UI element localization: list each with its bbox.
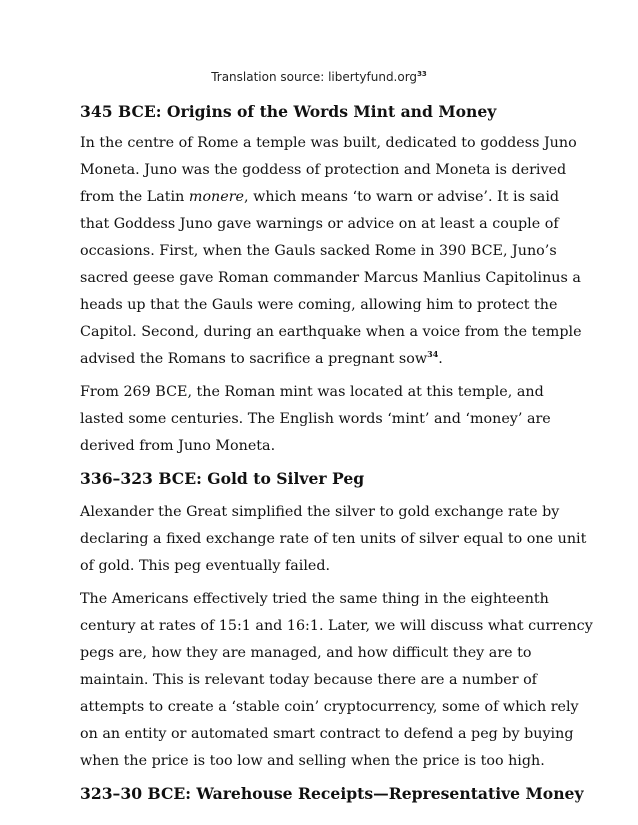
text-line: advised the Romans to sacrifice a pregnant sow bbox=[80, 351, 428, 367]
section-heading-gold-silver-peg: 336–323 BCE: Gold to Silver Peg bbox=[80, 469, 365, 488]
text-line: pegs are, how they are managed, and how difficult they are to bbox=[80, 645, 532, 661]
translation-source bbox=[0, 70, 638, 84]
text-line: lasted some centuries. The English words ‘mint’ and ‘money’ are bbox=[80, 411, 551, 427]
text-line: Alexander the Great simplified the silver to gold exchange rate by bbox=[80, 504, 560, 520]
text-line: Moneta. Juno was the goddess of protection and Moneta is derived bbox=[80, 162, 567, 178]
text-line: maintain. This is relevant today because there are a number of bbox=[80, 672, 537, 688]
paragraph-alexander-peg bbox=[80, 499, 587, 580]
latin-word-monere: monere bbox=[188, 189, 245, 205]
text-line-pre: from the Latin bbox=[80, 189, 189, 205]
text-line: of gold. This peg eventually failed. bbox=[80, 558, 331, 574]
footnote-ref-33: 33 bbox=[417, 70, 427, 78]
text-line: century at rates of 15:1 and 16:1. Later, we will discuss what currency bbox=[80, 618, 593, 634]
section-heading-warehouse-receipts: 323–30 BCE: Warehouse Receipts—Representative Money bbox=[80, 784, 584, 803]
paragraph-roman-mint bbox=[80, 379, 580, 460]
text-line: attempts to create a ‘stable coin’ cryptocurrency, some of which rely bbox=[80, 699, 579, 715]
text-line: on an entity or automated smart contract to defend a peg by buying bbox=[80, 726, 574, 742]
document-body bbox=[80, 98, 593, 808]
text-line: From 269 BCE, the Roman mint was located at this temple, and bbox=[80, 384, 544, 400]
text-line: occasions. First, when the Gauls sacked Rome in 390 BCE, Juno’s bbox=[80, 243, 557, 259]
text-line: sacred geese gave Roman commander Marcus Manlius Capitolinus a bbox=[80, 270, 581, 286]
text-line-post: , which means ‘to warn or advise’. It is said bbox=[244, 189, 560, 205]
text-line: that Goddess Juno gave warnings or advice on at least a couple of bbox=[80, 216, 559, 232]
translation-source-text: Translation source: libertyfund.org bbox=[211, 70, 418, 84]
text-period: . bbox=[438, 351, 443, 367]
paragraph-juno-moneta bbox=[80, 130, 580, 373]
footnote-ref-34: 34 bbox=[427, 349, 439, 360]
text-line: Capitol. Second, during an earthquake when a voice from the temple bbox=[80, 324, 582, 340]
section-heading-mint-and-money: 345 BCE: Origins of the Words Mint and Money bbox=[80, 102, 497, 121]
paragraph-american-pegs bbox=[80, 586, 593, 775]
text-line: heads up that the Gauls were coming, allowing him to protect the bbox=[80, 297, 558, 313]
text-line: when the price is too low and selling when the price is too high. bbox=[80, 753, 545, 769]
text-line: The Americans effectively tried the same thing in the eighteenth bbox=[80, 591, 549, 607]
text-line: derived from Juno Moneta. bbox=[80, 438, 276, 454]
text-line: In the centre of Rome a temple was built, dedicated to goddess Juno bbox=[80, 135, 577, 151]
text-line: declaring a fixed exchange rate of ten units of silver equal to one unit bbox=[80, 531, 587, 547]
